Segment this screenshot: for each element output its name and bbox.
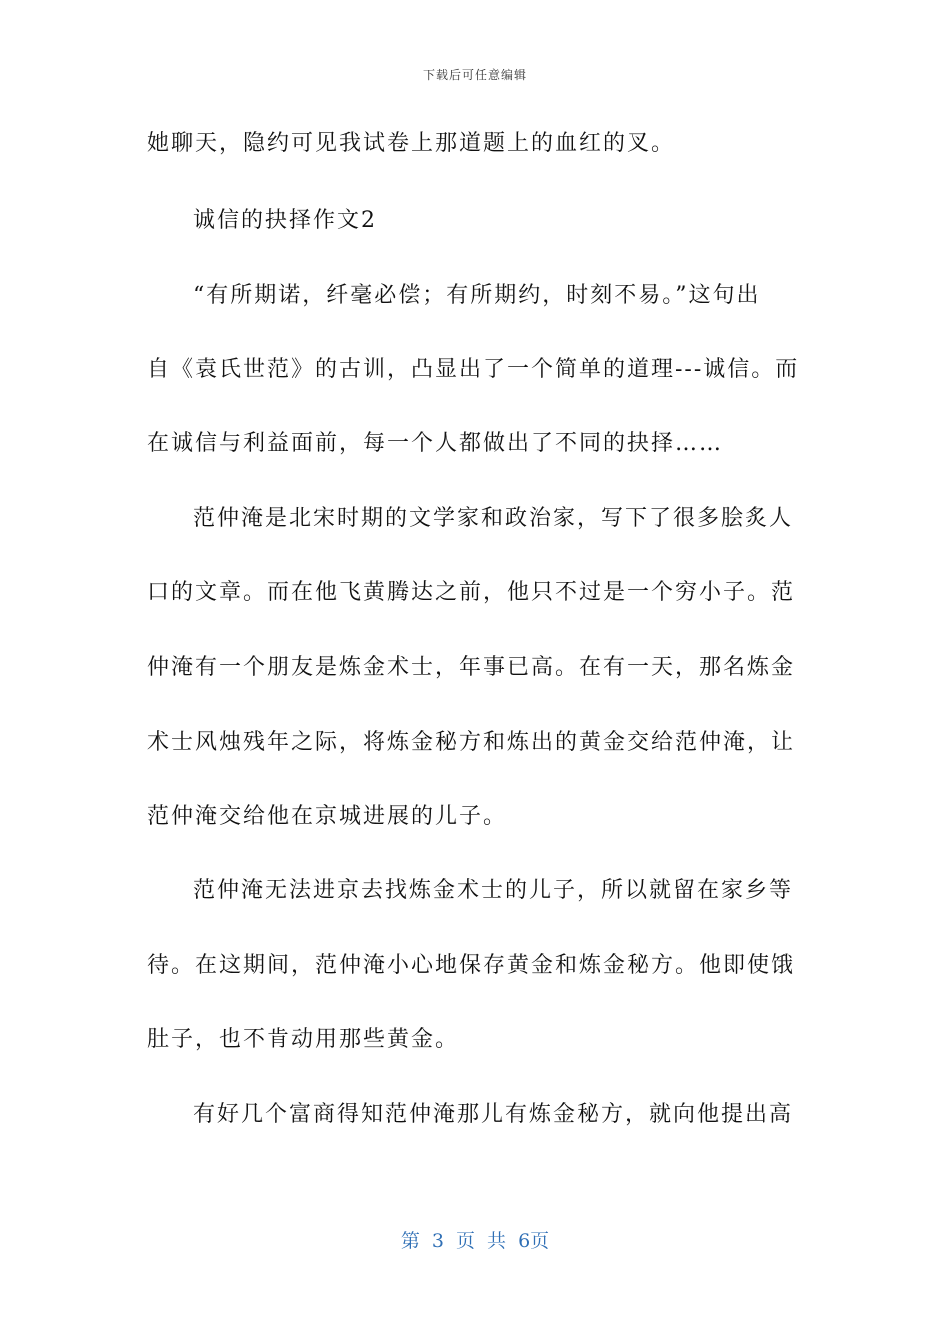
text-line: 范仲淹无法进京去找炼金术士的儿子，所以就留在家乡等 — [193, 878, 794, 903]
text-line: 肚子，也不肯动用那些黄金。 — [147, 1027, 460, 1052]
text-line: 口的文章。而在他飞黄腾达之前，他只不过是一个穷小子。范 — [147, 580, 796, 605]
text-line: “有所期诺，纤毫必偿；有所期约，时刻不易。”这句出 — [193, 283, 761, 308]
text-line: 在诚信与利益面前，每一个人都做出了不同的抉择…… — [147, 431, 724, 456]
text-line: 范仲淹是北宋时期的文学家和政治家，写下了很多脍炙人 — [193, 506, 794, 531]
page-header: 下载后可任意编辑 — [422, 68, 527, 82]
text-line: 她聊天，隐约可见我试卷上那道题上的血红的叉。 — [147, 131, 676, 156]
page-number-footer: 第 3 页 共 6页 — [400, 1230, 550, 1252]
text-line: 术士风烛残年之际，将炼金秘方和炼出的黄金交给范仲淹，让 — [147, 730, 796, 755]
text-line: 仲淹有一个朋友是炼金术士，年事已高。在有一天，那名炼金 — [147, 655, 796, 680]
text-line: 自《袁氏世范》的古训，凸显出了一个简单的道理---诚信。而 — [147, 357, 800, 382]
text-line: 有好几个富商得知范仲淹那儿有炼金秘方，就向他提出高 — [193, 1102, 794, 1127]
text-line: 范仲淹交给他在京城进展的儿子。 — [147, 804, 508, 829]
text-line: 待。在这期间，范仲淹小心地保存黄金和炼金秘方。他即使饿 — [147, 953, 796, 978]
section-title: 诚信的抉择作文2 — [193, 208, 377, 233]
